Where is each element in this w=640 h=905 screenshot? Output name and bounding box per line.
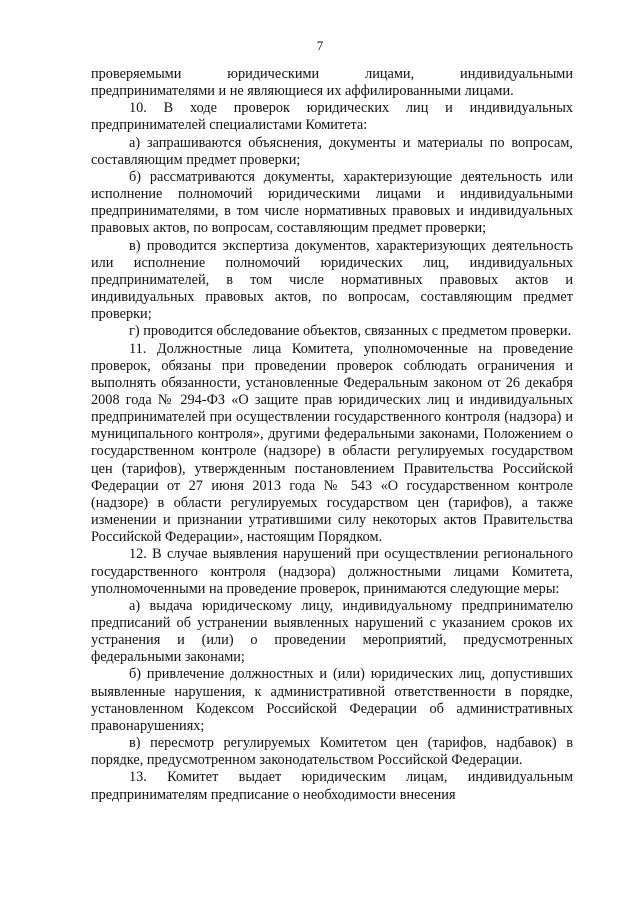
- paragraph-12-a: а) выдача юридическому лицу, индивидуальному предпринимателю предписаний об устранении выявленных нарушений с указанием сроков их устранения и (или) о проведении мероприятий, предусмотренных федеральными законами;: [91, 597, 573, 666]
- paragraph-10-a: а) запрашиваются объяснения, документы и материалы по вопросам, составляющим предмет проверки;: [91, 134, 573, 168]
- paragraph-10-v: в) проводится экспертиза документов, характеризующих деятельность или исполнение полномочий юридических лиц, индивидуальных предпринимателей, в том числе нормативных правовых актов и индивидуальных правовых актов, по вопросам, составляющим предмет проверки;: [91, 237, 573, 323]
- paragraph-10: 10. В ходе проверок юридических лиц и индивидуальных предпринимателей специалистами Комитета:: [91, 100, 573, 134]
- document-body: [91, 66, 573, 804]
- paragraph-10-g: г) проводится обследование объектов, связанных с предметом проверки.: [129, 323, 572, 340]
- paragraph-13: 13. Комитет выдает юридическим лицам, индивидуальным предпринимателям предписание о необходимости внесения: [91, 769, 573, 803]
- paragraph-continuation: проверяемыми юридическими лицами, индивидуальными предпринимателями и не являющиеся их аффилированными лицами.: [91, 66, 573, 100]
- paragraph-12-b: б) привлечение должностных и (или) юридических лиц, допустивших выявленные нарушения, к административной ответственности в порядке, установленном Кодексом Российской Федерации об административных правонарушениях;: [91, 666, 573, 734]
- paragraph-12-v: в) пересмотр регулируемых Комитетом цен (тарифов, надбавок) в порядке, предусмотренном законодательством Российской Федерации.: [91, 735, 573, 769]
- paragraph-12: 12. В случае выявления нарушений при осуществлении регионального государственного контроля (надзора) должностными лицами Комитета, уполномоченными на проведение проверок, принимаются следующие меры:: [91, 546, 573, 597]
- paragraph-11: 11. Должностные лица Комитета, уполномоченные на проведение проверок, обязаны при проведении проверок соблюдать ограничения и выполнять обязанности, установленные Федеральным законом от 26 декабря 2008 года № 294-ФЗ «О защите прав юридических лиц и индивидуальных предпринимателей при осуществлении государственного контроля (надзора) и муниципального контроля», другими федеральными законами, Положением о государственном контроле (надзоре) в области регулируемых государством цен (тарифов), утвержденным постановлением Правительства Российской Федерации от 27 июня 2013 года № 543 «О государственном контроле (надзоре) в области регулируемых государством цен (тарифов), а также изменении и признании утратившими силу некоторых актов Правительства Российской Федерации», настоящим Порядком.: [91, 340, 573, 546]
- page-number: 7: [316, 38, 324, 53]
- paragraph-10-b: б) рассматриваются документы, характеризующие деятельность или исполнение полномочий юридическими лицами и индивидуальными предпринимателями, в том числе нормативных правовых и индивидуальных правовых актов, по вопросам, составляющим предмет проверки;: [91, 168, 573, 237]
